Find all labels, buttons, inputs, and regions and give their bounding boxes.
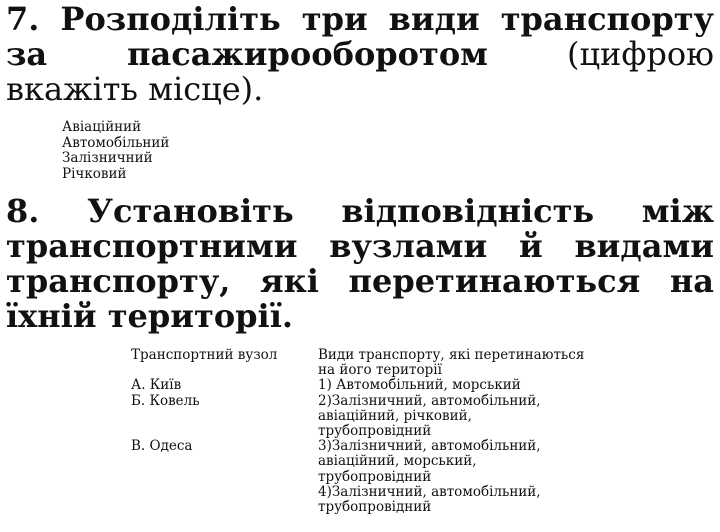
table-cell-node: А. Київ <box>131 377 182 394</box>
header-transport-node: Транспортний вузол <box>131 347 278 363</box>
question-7-heading <box>6 2 714 107</box>
table-row <box>131 485 588 515</box>
table-cell-types: 2)Залізничний, автомобільний, авіаційний, річковий, трубопровідний <box>318 392 541 440</box>
table-cell-node <box>131 485 318 515</box>
question-7-title: 7. Розподіліть три види транспорту за пасажирооборотом <box>6 0 714 73</box>
question-8-heading <box>6 194 714 334</box>
option-item: Залізничний <box>62 150 153 166</box>
table-cell-node: Б. Ковель <box>131 392 200 409</box>
table-cell-types: 4)Залізничний, автомобільний, трубопровідний <box>318 483 541 516</box>
header-transport-types: Види транспорту, які перетинаються на його території <box>318 347 585 379</box>
table-row <box>131 394 588 440</box>
matching-table <box>131 348 588 515</box>
table-row <box>131 439 588 485</box>
option-item: Авіаційний <box>62 119 142 135</box>
table-cell-types: 1) Автомобільний, морський <box>318 377 521 394</box>
question-7-instruction: (цифрою вкажіть місце). <box>6 35 714 108</box>
table-row <box>131 378 588 393</box>
option-item: Автомобільний <box>62 134 170 151</box>
question-7-options-list <box>62 120 169 182</box>
question-8-title: 8. Установіть відповідність між транспортними вузлами й видами транспорту, які перетинаються на їхній території. <box>6 192 714 335</box>
option-item: Річковий <box>62 165 127 182</box>
table-cell-types: 3)Залізничний, автомобільний, авіаційний, морський, трубопровідний <box>318 438 541 485</box>
table-cell-node: В. Одеса <box>131 438 193 455</box>
table-header-row <box>131 348 588 378</box>
